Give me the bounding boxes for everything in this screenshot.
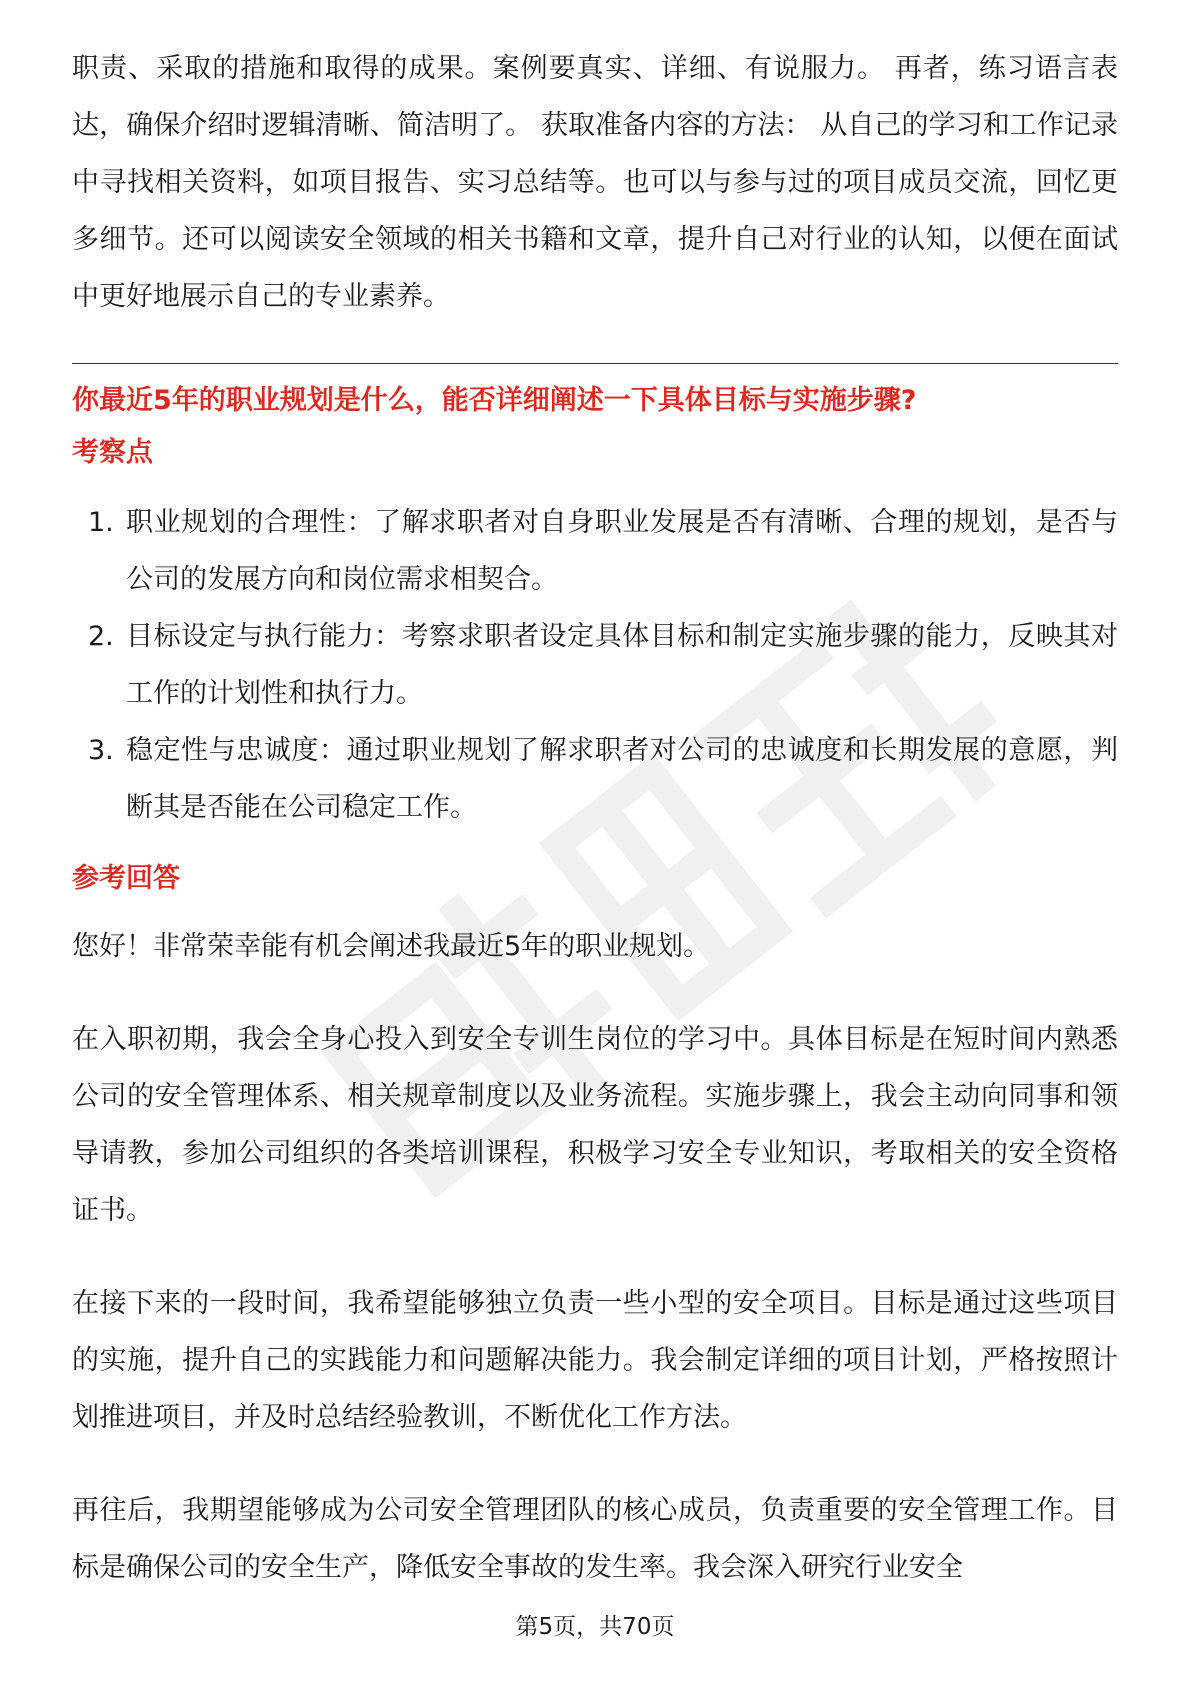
- list-item-number: 2.: [88, 621, 114, 652]
- list-item: [72, 608, 1118, 722]
- list-item-number: 1.: [88, 507, 114, 538]
- points-list: [72, 494, 1118, 836]
- intro-paragraph: 职责、采取的措施和取得的成果。案例要真实、详细、有说服力。 再者，练习语言表达，确保介绍时逻辑清晰、简洁明了。 获取准备内容的方法： 从自己的学习和工作记录中寻找相关资料，如项目报告、实习总结等。也可以与参与过的项目成员交流，回忆更多细节。还可以阅读安全领域的相关书籍和文章，提升自己对行业的认知，以便在面试中更好地展示自己的专业素养。: [72, 53, 1118, 312]
- points-label: 考察点: [72, 437, 153, 468]
- answer-paragraph: 在入职初期，我会全身心投入到安全专训生岗位的学习中。具体目标是在短时间内熟悉公司的安全管理体系、相关规章制度以及业务流程。实施步骤上，我会主动向同事和领导请教，参加公司组织的各类培训课程，积极学习安全专业知识，考取相关的安全资格证书。: [72, 1024, 1118, 1226]
- list-item: [72, 722, 1118, 836]
- list-item-text: 职业规划的合理性：了解求职者对自身职业发展是否有清晰、合理的规划，是否与公司的发展方向和岗位需求相契合。: [126, 507, 1118, 595]
- page-number-footer: 第5页，共70页: [515, 1614, 675, 1640]
- section-divider: [72, 363, 1118, 364]
- answer-paragraph: 您好！非常荣幸能有机会阐述我最近5年的职业规划。: [72, 931, 711, 962]
- page-content: [72, 40, 1118, 1632]
- answer-label: 参考回答: [72, 863, 180, 894]
- question-title: 你最近5年的职业规划是什么，能否详细阐述一下具体目标与实施步骤?: [72, 385, 917, 416]
- list-item-number: 3.: [88, 735, 114, 766]
- answer-paragraph: 在接下来的一段时间，我希望能够独立负责一些小型的安全项目。目标是通过这些项目的实施，提升自己的实践能力和问题解决能力。我会制定详细的项目计划，严格按照计划推进项目，并及时总结经验教训，不断优化工作方法。: [72, 1288, 1118, 1433]
- list-item-text: 目标设定与执行能力：考察求职者设定具体目标和制定实施步骤的能力，反映其对工作的计划性和执行力。: [126, 621, 1118, 709]
- list-item: [72, 494, 1118, 608]
- list-item-text: 稳定性与忠诚度：通过职业规划了解求职者对公司的忠诚度和长期发展的意愿，判断其是否能在公司稳定工作。: [126, 735, 1118, 823]
- answer-paragraph: 再往后，我期望能够成为公司安全管理团队的核心成员，负责重要的安全管理工作。目标是确保公司的安全生产，降低安全事故的发生率。我会深入研究行业安全: [72, 1495, 1118, 1583]
